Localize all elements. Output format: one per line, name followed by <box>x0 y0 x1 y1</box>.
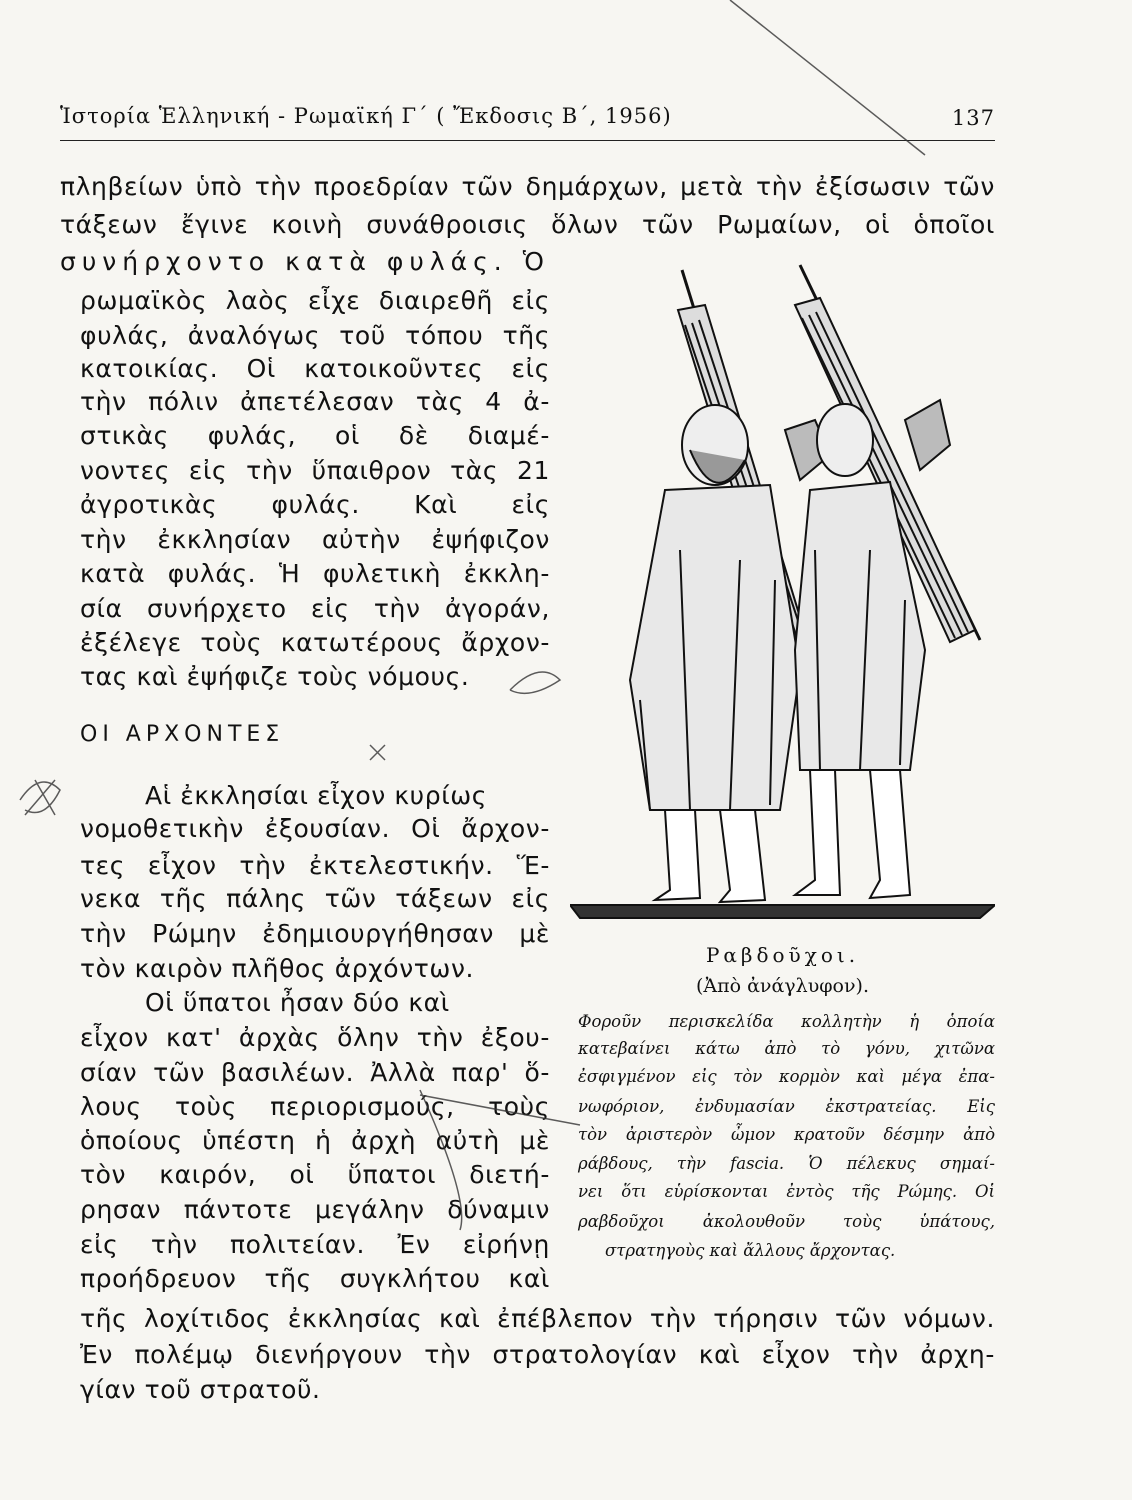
plinth <box>570 905 995 918</box>
caption-line: νωφόριον, ἐνδυμασίαν ἐκστρατείας. Εἰς <box>578 1097 995 1116</box>
page-number: 137 <box>951 106 995 130</box>
text-line: κατὰ φυλάς. Ἡ φυλετικὴ ἐκκλη- <box>80 559 550 588</box>
caption-line: στρατηγοὺς καὶ ἄλλους ἄρχοντας. <box>605 1241 896 1260</box>
text-line: τὴν Ρώμην ἐδημιουργήθησαν μὲ <box>80 919 550 948</box>
text-line: Οἱ ὕπατοι ἦσαν δύο καὶ <box>145 988 450 1017</box>
lictor-right <box>795 404 925 898</box>
caption-line: ράβδους, τὴν fascia. Ὁ πέλεκυς σημαί- <box>578 1154 995 1173</box>
text-line: τὴν πόλιν ἀπετέλεσαν τὰς 4 ἀ- <box>80 387 550 416</box>
text-line: εἶχον κατ' ἀρχὰς ὅλην τὴν ἐξου- <box>80 1023 550 1052</box>
text-line: φυλάς, ἀναλόγως τοῦ τόπου τῆς <box>80 321 550 350</box>
caption-line: τὸν ἀριστερὸν ὦμον κρατοῦν δέσμην ἀπὸ <box>578 1125 995 1144</box>
text-line: νεκα τῆς πάλης τῶν τάξεων εἰς <box>80 884 550 913</box>
figure-caption-source: (Ἀπὸ ἀνάγλυφον). <box>695 975 869 997</box>
text-line: λους τοὺς περιορισμούς, τοὺς <box>80 1092 550 1121</box>
text-line: εἰς τὴν πολιτείαν. Ἐν εἰρήνῃ <box>80 1230 550 1259</box>
text-line: σία συνήρχετο εἰς τὴν ἀγοράν, <box>80 594 550 623</box>
text-line: τες εἶχον τὴν ἐκτελεστικήν. Ἕ- <box>80 851 550 880</box>
text-line: ὁποίους ὑπέστη ἡ ἀρχὴ αὐτὴ μὲ <box>80 1126 550 1155</box>
text-line: τὸν καιρὸν πλῆθος ἀρχόντων. <box>80 954 475 983</box>
figure-caption-title: Ραβδοῦχοι. <box>705 943 860 967</box>
text-line: ἐξέλεγε τοὺς κατωτέρους ἄρχον- <box>80 628 550 657</box>
text-line: ρωμαϊκὸς λαὸς εἶχε διαιρεθῆ εἰς <box>80 286 550 315</box>
text-line: ρησαν πάντοτε μεγάλην δύναμιν <box>80 1195 550 1224</box>
text-line: προήδρευον τῆς συγκλήτου καὶ <box>80 1264 550 1293</box>
running-header <box>60 100 995 141</box>
text-line: τὴν ἐκκλησίαν αὐτὴν ἐψήφιζον <box>80 525 550 554</box>
text-line: πληβείων ὑπὸ τὴν προεδρίαν τῶν δημάρχων, μετὰ τὴν ἐξίσωσιν τῶν <box>60 172 995 201</box>
text-line: σίαν τῶν βασιλέων. Ἀλλὰ παρ' ὅ- <box>80 1058 550 1087</box>
caption-line: κατεβαίνει κάτω ἀπὸ τὸ γόνυ, χιτῶνα <box>578 1039 995 1058</box>
lictors-illustration <box>570 250 995 925</box>
text-line: συνήρχοντο κατὰ φυλάς. Ὁ <box>60 247 550 276</box>
text-line: γίαν τοῦ στρατοῦ. <box>80 1375 321 1404</box>
text-line: κατοικίας. Οἱ κατοικοῦντες εἰς <box>80 354 550 383</box>
caption-line: Φοροῦν περισκελίδα κολλητὴν ἡ ὁποία <box>578 1012 995 1031</box>
pencil-doodle <box>20 780 60 815</box>
lictor-left <box>630 405 800 902</box>
caption-line: ἐσφιγμένον εἰς τὸν κορμὸν καὶ μέγα ἐπα- <box>578 1067 995 1086</box>
text-line: νομοθετικὴν ἐξουσίαν. Οἱ ἄρχον- <box>80 814 550 843</box>
text-line: τὸν καιρόν, οἱ ὕπατοι διετή- <box>80 1160 550 1189</box>
text-line: ἀγροτικὰς φυλάς. Καὶ εἰς <box>80 490 550 519</box>
text-line: τας καὶ ἐψήφιζε τοὺς νόμους. <box>80 662 470 691</box>
pencil-cross <box>370 745 385 760</box>
text-line: Ἐν πολέμῳ διενήργουν τὴν στρατολογίαν καὶ εἶχον τὴν ἀρχη- <box>80 1340 995 1369</box>
section-heading: ΟΙ ΑΡΧΟΝΤΕΣ <box>80 722 285 747</box>
caption-line: ραβδοῦχοι ἀκολουθοῦν τοὺς ὑπάτους, <box>578 1212 995 1231</box>
text-line: στικὰς φυλάς, οἱ δὲ διαμέ- <box>80 421 550 450</box>
text-line: Αἱ ἐκκλησίαι εἶχον κυρίως <box>145 781 488 810</box>
text-line: νοντες εἰς τὴν ὕπαιθρον τὰς 21 <box>80 456 550 485</box>
caption-line: νει ὅτι εὑρίσκονται ἐντὸς τῆς Ρώμης. Οἱ <box>578 1182 995 1201</box>
text-line: τάξεων ἔγινε κοινὴ συνάθροισις ὅλων τῶν Ρωμαίων, οἱ ὁποῖοι <box>60 210 995 239</box>
header-title: Ἱστορία Ἑλληνική - Ρωμαϊκή Γ΄ ( Ἔκδοσις Β΄, 1956) <box>60 104 672 128</box>
text-line: τῆς λοχίτιδος ἐκκλησίας καὶ ἐπέβλεπον τὴν τήρησιν τῶν νόμων. <box>80 1304 995 1333</box>
